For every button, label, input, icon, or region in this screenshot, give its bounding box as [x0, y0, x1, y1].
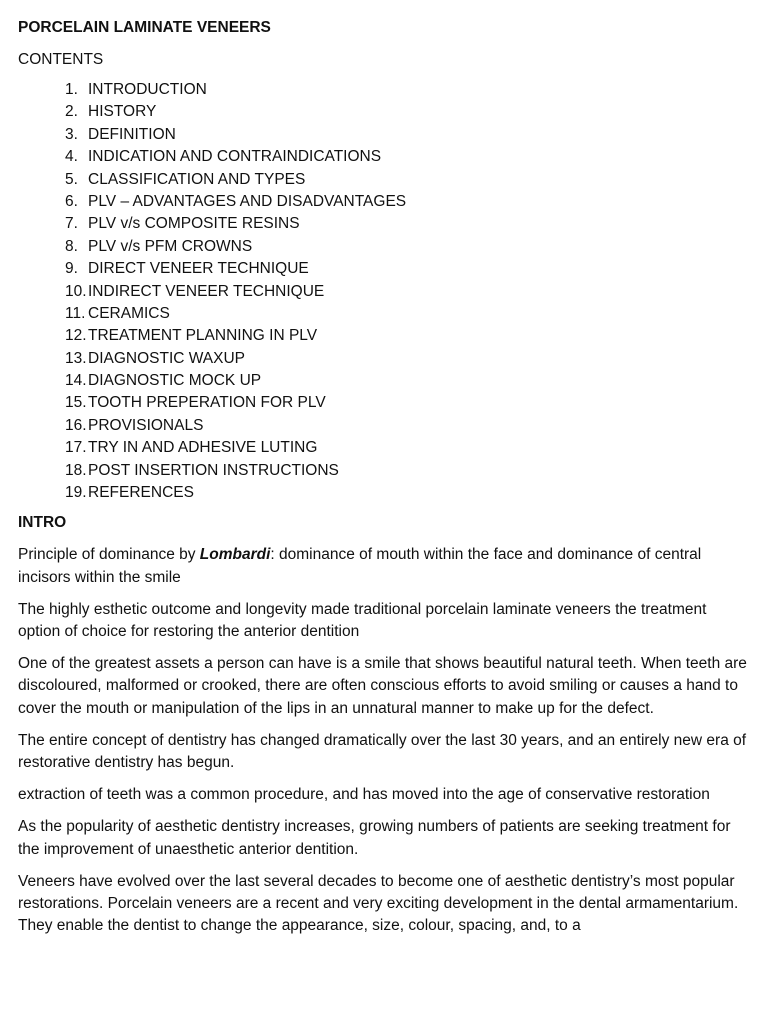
- toc-number: 13.: [65, 349, 87, 367]
- toc-label: INTRODUCTION: [88, 81, 207, 98]
- toc-item: [65, 258, 748, 280]
- toc-label: INDICATION AND CONTRAINDICATIONS: [88, 148, 382, 166]
- toc-number: 11.: [65, 304, 86, 322]
- author-name: Lombardi: [199, 546, 271, 564]
- toc-number: 6.: [65, 192, 78, 210]
- toc-number: 10.: [65, 282, 87, 300]
- body-paragraph: The entire concept of dentistry has changed dramatically over the last 30 years, and an entirely new era of restorative dentistry has begun.: [18, 731, 747, 772]
- toc-item: [65, 303, 748, 325]
- toc-label: CLASSIFICATION AND TYPES: [88, 170, 306, 188]
- toc-item: [65, 281, 748, 303]
- toc-label: CERAMICS: [88, 304, 170, 322]
- document-title: PORCELAIN LAMINATE VENEERS: [18, 19, 271, 36]
- toc-label: INDIRECT VENEER TECHNIQUE: [88, 282, 325, 300]
- toc-item: [65, 460, 748, 482]
- toc-label: PLV v/s PFM CROWNS: [88, 237, 253, 255]
- toc-label: TRY IN AND ADHESIVE LUTING: [88, 439, 318, 457]
- body-paragraph: The highly esthetic outcome and longevity made traditional porcelain laminate veneers the treatment option of choice for restoring the anterior dentition: [18, 600, 707, 641]
- toc-item: [65, 101, 748, 123]
- toc-label: DEFINITION: [88, 125, 176, 143]
- toc-label: HISTORY: [88, 103, 157, 121]
- toc-number: 4.: [65, 148, 78, 166]
- toc-number: 9.: [65, 260, 78, 278]
- toc-item: [65, 124, 748, 146]
- toc-label: PROVISIONALS: [88, 416, 204, 434]
- toc-label: TREATMENT PLANNING IN PLV: [88, 327, 318, 345]
- toc-label: DIAGNOSTIC MOCK UP: [88, 372, 262, 390]
- toc-item: [65, 415, 748, 437]
- toc-item: [65, 325, 748, 347]
- toc-item: [65, 79, 748, 101]
- toc-number: 14.: [65, 372, 87, 390]
- intro-text-prefix: Principle of dominance by: [18, 546, 200, 564]
- toc-item: [65, 370, 748, 392]
- toc-label: REFERENCES: [88, 484, 194, 502]
- toc-label: PLV – ADVANTAGES AND DISADVANTAGES: [88, 192, 407, 210]
- toc-number: 8.: [65, 237, 78, 255]
- toc-item: [65, 392, 748, 414]
- toc-label: TOOTH PREPERATION FOR PLV: [88, 394, 326, 412]
- toc-number: 19.: [65, 484, 87, 502]
- toc-label: PLV v/s COMPOSITE RESINS: [88, 215, 300, 233]
- toc-item: [65, 213, 748, 235]
- toc-number: 17.: [65, 439, 87, 457]
- toc-item: [65, 236, 748, 258]
- toc-label: DIAGNOSTIC WAXUP: [88, 349, 246, 367]
- toc-item: [65, 482, 748, 504]
- toc-number: 1.: [65, 81, 78, 98]
- body-paragraph: extraction of teeth was a common procedure, and has moved into the age of conservative restoration: [18, 786, 710, 804]
- body-paragraph: As the popularity of aesthetic dentistry increases, growing numbers of patients are seeking treatment for the improvement of unaesthetic anterior dentition.: [18, 818, 731, 858]
- toc-item: [65, 191, 748, 213]
- table-of-contents: [65, 79, 748, 504]
- intro-paragraph: [18, 544, 748, 588]
- toc-item: [65, 169, 748, 191]
- toc-item: [65, 437, 748, 459]
- toc-number: 15.: [65, 394, 87, 412]
- toc-item: [65, 146, 748, 168]
- toc-number: 12.: [65, 327, 87, 345]
- toc-number: 18.: [65, 461, 87, 479]
- toc-number: 3.: [65, 125, 78, 143]
- intro-heading: INTRO: [18, 514, 67, 532]
- contents-heading: CONTENTS: [18, 51, 104, 68]
- toc-number: 7.: [65, 215, 78, 233]
- toc-number: 16.: [65, 416, 87, 434]
- toc-number: 2.: [65, 103, 78, 121]
- toc-number: 5.: [65, 170, 78, 188]
- toc-label: POST INSERTION INSTRUCTIONS: [88, 461, 339, 479]
- body-paragraph: Veneers have evolved over the last several decades to become one of aesthetic dentistry’s most popular restorations. Porcelain veneers are a recent and very exciting development in the dental armamentarium. They enable the dentist to change the appearance, size, colour, spacing, and, to a: [18, 872, 739, 935]
- intro-text-suffix: : dominance of mouth within the face and dominance of central incisors within the smile: [18, 546, 702, 586]
- toc-label: DIRECT VENEER TECHNIQUE: [88, 260, 309, 278]
- body-paragraph: One of the greatest assets a person can have is a smile that shows beautiful natural teeth. When teeth are discoloured, malformed or crooked, there are often conscious efforts to avoid smiling or causes a hand to cover the mouth or manipulation of the lips in an unnatural manner to make up for the defect.: [18, 655, 747, 717]
- toc-item: [65, 348, 748, 370]
